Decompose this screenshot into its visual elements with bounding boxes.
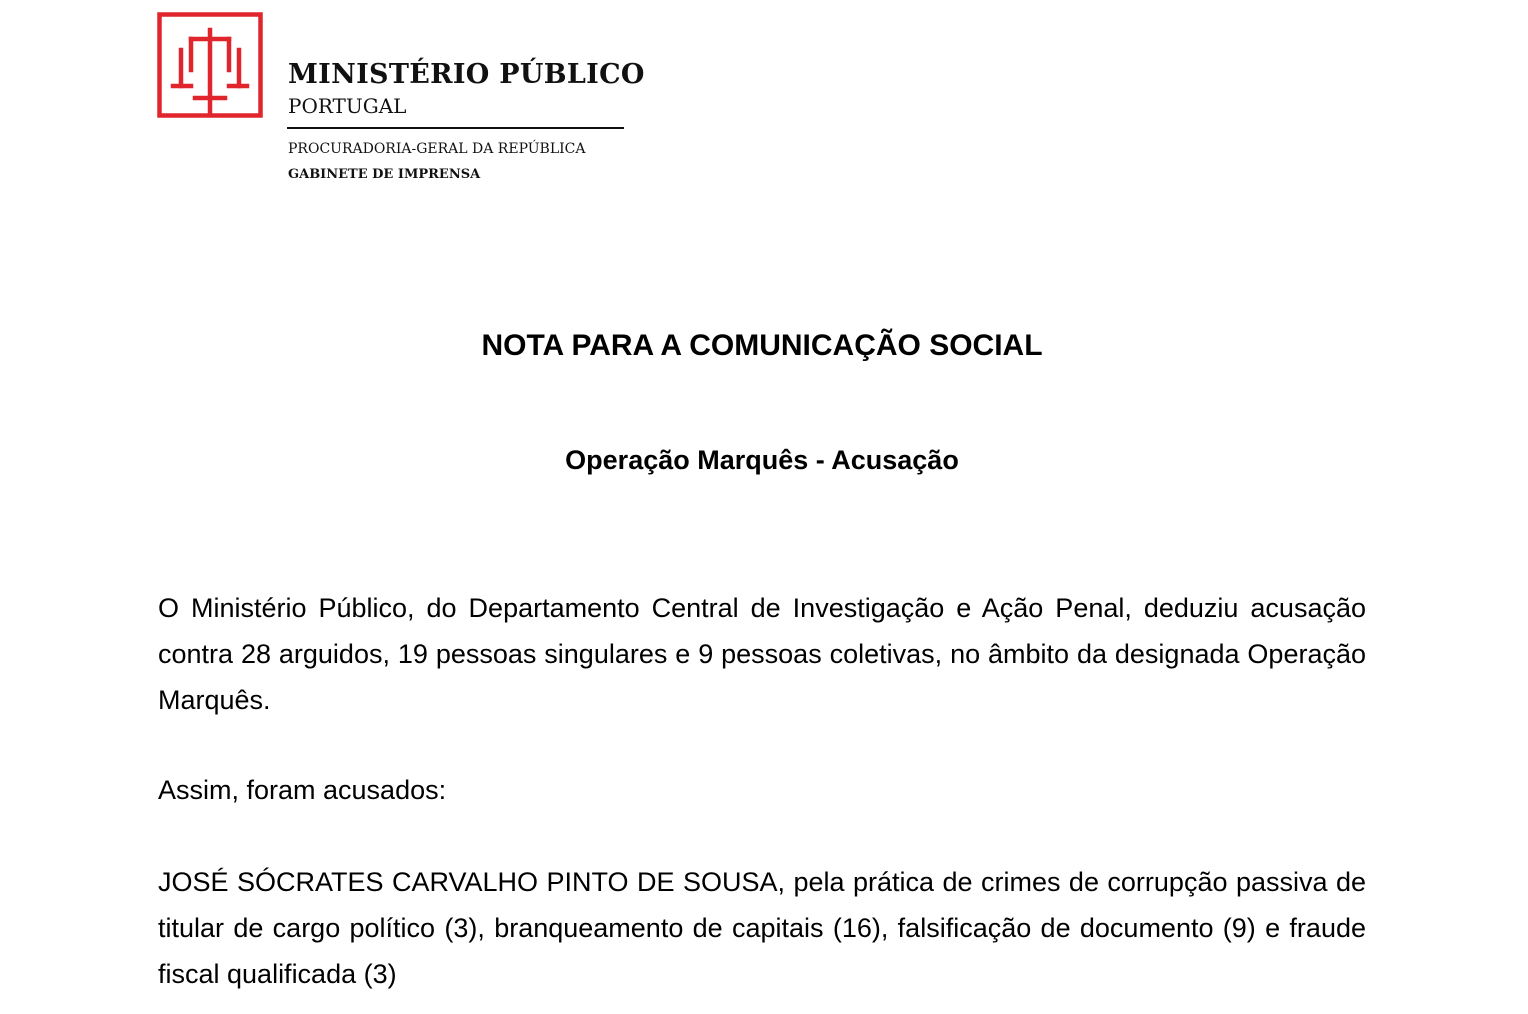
document-title: NOTA PARA A COMUNICAÇÃO SOCIAL — [481, 329, 1043, 362]
body-paragraph-accused-heading: Assim, foram acusados: — [158, 775, 447, 805]
body-paragraph-accused-entry: JOSÉ SÓCRATES CARVALHO PINTO DE SOUSA, pela prática de crimes de corrupção passiva de titular de cargo político (3), branqueamento de capitais (16), falsificação de documento (9) e fraude fiscal qualificada (3) — [158, 867, 1366, 989]
scales-of-justice-icon — [157, 12, 263, 118]
press-office: GABINETE DE IMPRENSA — [288, 167, 481, 182]
header-divider — [287, 127, 624, 129]
body-paragraph-intro: O Ministério Público, do Departamento Central de Investigação e Ação Penal, deduziu acusação contra 28 arguidos, 19 pessoas singulares e 9 pessoas coletivas, no âmbito da designada Operação Marquês. — [158, 593, 1366, 715]
document-subtitle: Operação Marquês - Acusação — [565, 445, 959, 475]
organization-division: PROCURADORIA-GERAL DA REPÚBLICA — [288, 141, 586, 157]
organization-country: PORTUGAL — [288, 94, 407, 118]
organization-name: MINISTÉRIO PÚBLICO — [288, 59, 645, 90]
